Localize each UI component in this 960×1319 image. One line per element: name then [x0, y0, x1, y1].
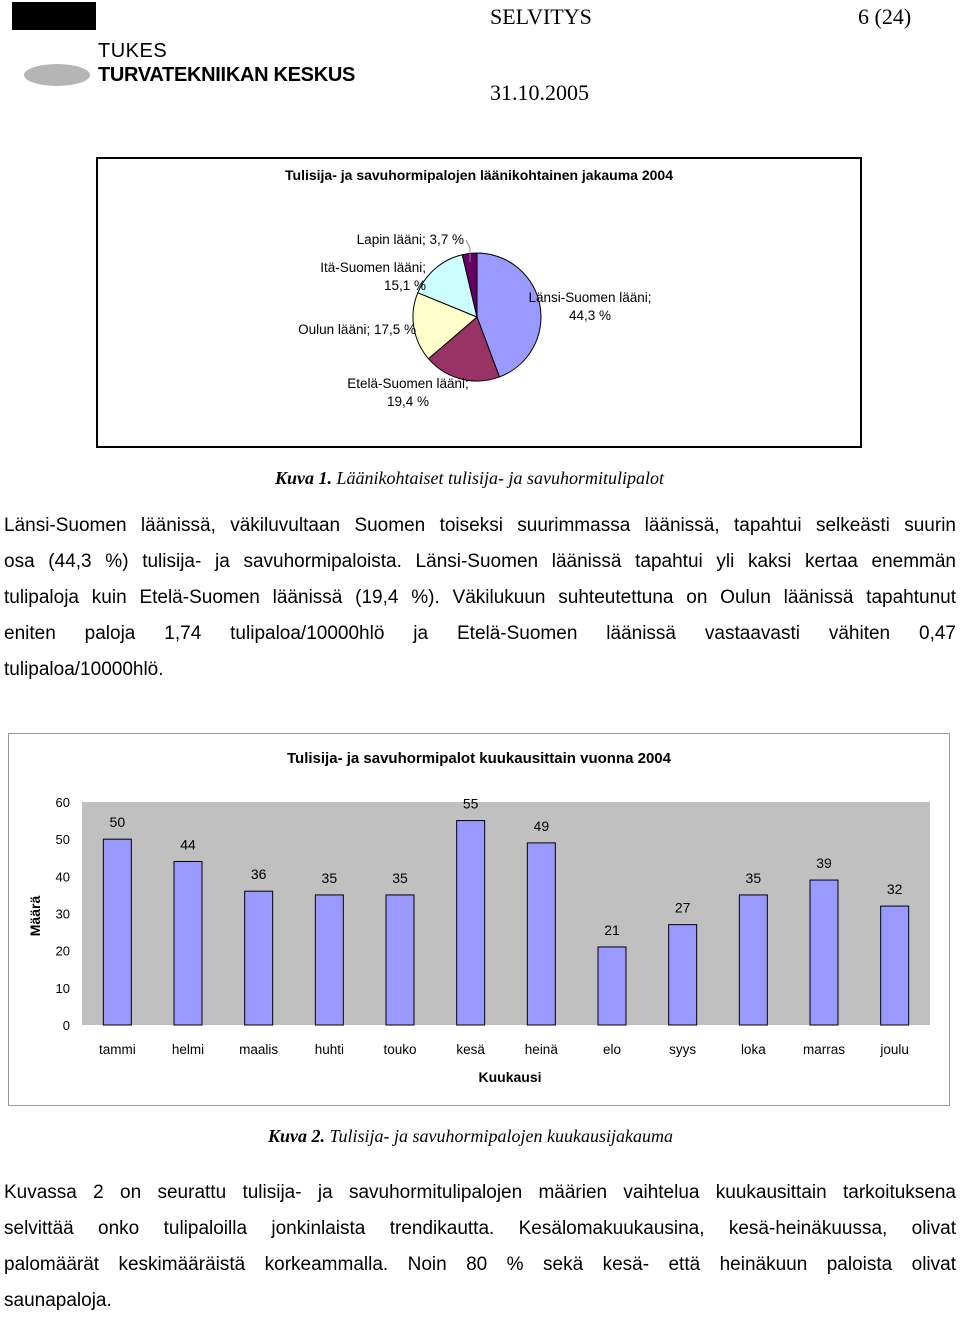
bar-value-label: 21 — [604, 921, 620, 938]
paragraph-2-line: Kuvassa 2 on seurattu tulisija- ja savuhormitulipalojen määrien vaihtelua kuukausittain tarkoituksena — [4, 1182, 956, 1203]
bar — [245, 891, 273, 1025]
x-tick-label: joulu — [880, 1042, 909, 1057]
bar — [103, 839, 131, 1025]
x-tick-label: huhti — [314, 1042, 344, 1057]
x-tick-label: loka — [740, 1042, 766, 1057]
bar-value-label: 35 — [392, 869, 408, 886]
paragraph-1-line: osa (44,3 %) tulisija- ja savuhormipaloista. Länsi-Suomen läänissä tapahtui yli kaksi kertaa enemmän — [4, 551, 956, 572]
bar-chart-title: Tulisija- ja savuhormipalot kuukausittain vuonna 2004 — [287, 750, 671, 767]
pie-slice-label: Etelä-Suomen lääni; 19,4 % — [347, 376, 469, 409]
pie-slice-label: Länsi-Suomen lääni; 44,3 % — [528, 290, 652, 323]
document-type: SELVITYS — [490, 4, 592, 29]
bar-value-label: 44 — [180, 836, 196, 853]
bar-value-label: 27 — [674, 899, 691, 916]
bar-chart-ylabel: Määrä — [27, 895, 43, 937]
bar-value-label: 50 — [109, 814, 126, 831]
y-tick-label: 40 — [55, 869, 70, 885]
x-tick-label: kesä — [456, 1042, 485, 1057]
y-tick-label: 10 — [55, 980, 70, 996]
x-tick-label: tammi — [98, 1042, 136, 1057]
paragraph-2-line: saunapaloja. — [4, 1290, 112, 1311]
org-name-full: TURVATEKNIIKAN KESKUS — [98, 64, 356, 86]
x-tick-label: syys — [669, 1042, 697, 1057]
bar — [457, 821, 485, 1025]
paragraph-1-line: eniten paloja 1,74 tulipaloa/10000hlö ja Etelä-Suomen läänissä vastaavasti vähiten 0,47 — [4, 623, 956, 644]
y-tick-label: 30 — [55, 906, 70, 922]
bar — [739, 895, 767, 1025]
bar-value-label: 35 — [321, 869, 338, 886]
y-tick-label: 20 — [55, 943, 70, 959]
x-tick-label: maalis — [239, 1042, 279, 1057]
pie-slice-label: Lapin lääni; 3,7 % — [356, 232, 464, 247]
x-tick-label: helmi — [171, 1042, 205, 1057]
paragraph-1-line: tulipaloja kuin Etelä-Suomen läänissä (19,4 %). Väkilukuun suhteutettuna on Oulun läänissä tapahtunut — [4, 587, 956, 608]
pie-slice-label: Itä-Suomen lääni; 15,1 % — [320, 260, 426, 293]
bar-plot-area — [82, 802, 930, 1025]
bar — [527, 843, 555, 1025]
bar-value-label: 35 — [745, 869, 762, 886]
x-tick-label: heinä — [524, 1042, 558, 1057]
bar — [669, 925, 697, 1025]
paragraph-1-line: Länsi-Suomen läänissä, väkiluvultaan Suomen toiseksi suurimmassa läänissä, tapahtui selkeästi suurin — [4, 515, 956, 536]
y-tick-label: 50 — [55, 832, 70, 848]
paragraph-1 — [4, 508, 956, 688]
bar — [598, 947, 626, 1025]
bar — [315, 895, 343, 1025]
figure2-caption-label: Kuva 2. — [268, 1126, 326, 1146]
bar — [810, 880, 838, 1025]
bar — [386, 895, 414, 1025]
bar-value-label: 36 — [250, 866, 267, 883]
paragraph-2-line: selvittää onko tulipaloilla jonkinlaista trendikautta. Kesälomakuukausina, kesä-heinäkuussa, olivat — [4, 1218, 956, 1239]
bar-value-label: 39 — [816, 855, 832, 872]
paragraph-2 — [4, 1175, 956, 1319]
pie-chart-title: Tulisija- ja savuhormipalojen läänikohtainen jakauma 2004 — [285, 167, 673, 183]
pie-chart — [0, 0, 960, 460]
bar — [881, 906, 909, 1025]
bar-value-label: 55 — [462, 795, 479, 812]
paragraph-1-line: tulipaloa/10000hlö. — [4, 659, 164, 680]
bar-value-label: 49 — [533, 817, 550, 834]
y-tick-label: 0 — [62, 1018, 70, 1033]
figure2-caption-text: Tulisija- ja savuhormipalojen kuukausijakauma — [329, 1126, 674, 1146]
figure1-caption-label: Kuva 1. — [275, 468, 333, 488]
y-tick-label: 60 — [55, 795, 70, 810]
bar-chart — [0, 720, 960, 1120]
document-date: 31.10.2005 — [490, 80, 589, 105]
x-tick-label: marras — [802, 1042, 846, 1057]
figure1-caption — [275, 468, 664, 489]
page-number: 6 (24) — [858, 4, 912, 29]
x-tick-label: touko — [383, 1042, 417, 1057]
bar — [174, 861, 202, 1025]
org-name-tukes: TUKES — [98, 40, 168, 62]
bar-value-label: 32 — [886, 881, 903, 898]
figure1-caption-text: Läänikohtaiset tulisija- ja savuhormitulipalot — [336, 468, 665, 488]
x-tick-label: elo — [602, 1042, 622, 1057]
figure2-caption — [268, 1126, 673, 1147]
pie-slice-label: Oulun lääni; 17,5 % — [298, 322, 416, 337]
paragraph-2-line: palomäärät keskimääräistä korkeammalla. Noin 80 % sekä kesä- että heinäkuun paloista olivat — [4, 1254, 956, 1275]
bar-chart-xlabel: Kuukausi — [478, 1069, 542, 1085]
